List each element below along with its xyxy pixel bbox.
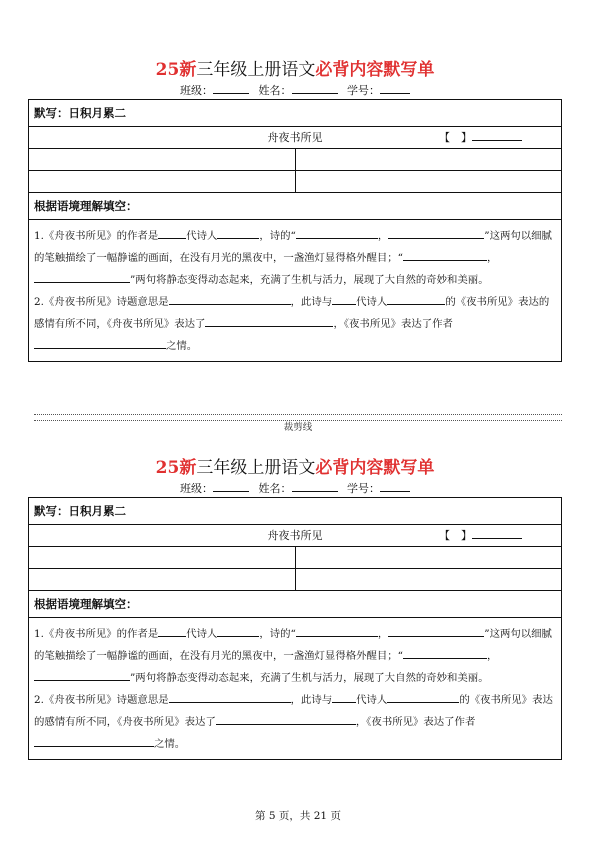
id-label: 学号： xyxy=(347,84,380,97)
section-heading-dictation: 默写：日积月累二 xyxy=(29,100,561,127)
poem-lines-row-2 xyxy=(29,171,561,193)
section-heading-fill-in: 根据语境理解填空： xyxy=(29,591,561,618)
poem-line-cell xyxy=(296,171,561,192)
dictation-form xyxy=(28,99,562,362)
poem-line-cell xyxy=(29,171,296,192)
name-blank xyxy=(292,82,338,94)
title-year: 25新 xyxy=(155,60,197,80)
question-1: 1.《舟夜书所见》的作者是 代诗人 ，诗的“ ， ”这两句以细腻的笔触描绘了一幅静谧的画面，在没有月光的黑夜中，一盏渔灯显得格外醒目；“ ，”两句将静态变得动态起来，充满了生机与活力，展现了大自然的奇妙和美丽。 xyxy=(34,225,557,291)
cut-line-label: 裁剪线 xyxy=(283,422,313,433)
student-info-line xyxy=(28,480,562,497)
dictation-form xyxy=(28,497,562,760)
poem-lines-row-1 xyxy=(29,149,561,171)
worksheet-title xyxy=(28,58,562,82)
worksheet-1 xyxy=(28,58,562,362)
name-label: 姓名： xyxy=(258,84,292,97)
dynasty-bracket: 【 】 xyxy=(439,131,472,144)
class-blank xyxy=(213,82,249,94)
section-heading-dictation: 默写：日积月累二 xyxy=(29,498,561,525)
question-2: 2.《舟夜书所见》诗题意思是 ，此诗与 代诗人 的《夜书所见》表达的感情有所不同，《舟夜书所见》表达了 ，《夜书所见》表达了作者之情。 xyxy=(34,689,557,755)
fill-in-questions xyxy=(29,220,561,361)
poem-title-row xyxy=(29,127,561,149)
id-label: 学号： xyxy=(347,482,380,495)
name-blank xyxy=(292,480,338,492)
dynasty-author-field xyxy=(439,127,522,149)
poem-line-cell xyxy=(296,569,561,590)
poem-line-cell xyxy=(29,569,296,590)
title-grade: 三年级上册语文 xyxy=(196,60,316,80)
id-blank xyxy=(380,480,410,492)
title-topic: 必背内容默写单 xyxy=(315,60,435,80)
question-2: 2.《舟夜书所见》诗题意思是 ，此诗与 代诗人 的《夜书所见》表达的感情有所不同，《舟夜书所见》表达了 ，《夜书所见》表达了作者之情。 xyxy=(34,291,557,357)
poem-title: 舟夜书所见 xyxy=(267,529,323,542)
class-blank xyxy=(213,480,249,492)
worksheet-2 xyxy=(28,456,562,760)
poem-lines-row-2 xyxy=(29,569,561,591)
class-label: 班级： xyxy=(180,84,213,97)
fill-in-questions xyxy=(29,618,561,759)
dynasty-author-field xyxy=(439,525,522,547)
page-number: 第 5 页，共 21 页 xyxy=(255,810,341,822)
poem-title-row xyxy=(29,525,561,547)
poem-line-cell xyxy=(29,149,296,170)
cut-line xyxy=(34,414,562,434)
worksheet-title xyxy=(28,456,562,480)
poem-line-cell xyxy=(29,547,296,568)
question-1: 1.《舟夜书所见》的作者是 代诗人 ，诗的“ ， ”这两句以细腻的笔触描绘了一幅静谧的画面，在没有月光的黑夜中，一盏渔灯显得格外醒目；“ ，”两句将静态变得动态起来，充满了生机与活力，展现了大自然的奇妙和美丽。 xyxy=(34,623,557,689)
poem-title: 舟夜书所见 xyxy=(267,131,323,144)
name-label: 姓名： xyxy=(258,482,292,495)
poem-lines-row-1 xyxy=(29,547,561,569)
poem-line-cell xyxy=(296,547,561,568)
title-grade: 三年级上册语文 xyxy=(196,458,316,478)
title-year: 25新 xyxy=(155,458,197,478)
author-blank xyxy=(472,128,522,141)
student-info-line xyxy=(28,82,562,99)
section-heading-fill-in: 根据语境理解填空： xyxy=(29,193,561,220)
id-blank xyxy=(380,82,410,94)
dynasty-bracket: 【 】 xyxy=(439,529,472,542)
class-label: 班级： xyxy=(180,482,213,495)
author-blank xyxy=(472,526,522,539)
poem-line-cell xyxy=(296,149,561,170)
title-topic: 必背内容默写单 xyxy=(315,458,435,478)
